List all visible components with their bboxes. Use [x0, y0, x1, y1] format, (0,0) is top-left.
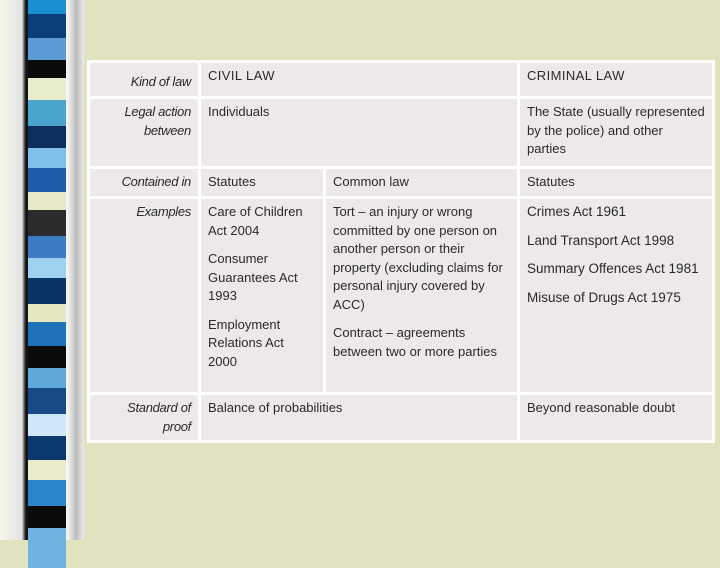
- stripe-segment: [28, 210, 66, 236]
- stripe-segment: [28, 460, 66, 480]
- civil-standard-of-proof-cell: Balance of probabilities: [200, 394, 519, 442]
- criminal-legal-action-cell: The State (usually represented by the police) and other parties: [519, 98, 714, 168]
- row-label-standard-of-proof: Standard of proof: [89, 394, 200, 442]
- example-criminal-act-item: Summary Offences Act 1981: [527, 261, 699, 276]
- example-common-law-item: Tort – an injury or wrong committed by one person on another person or their property (excluding claims for personal injury covered by ACC): [333, 204, 503, 312]
- examples-row: [89, 198, 714, 394]
- civil-common-law-cell: Common law: [325, 168, 519, 198]
- example-criminal-act-item: Misuse of Drugs Act 1975: [527, 289, 681, 305]
- stripe-segment: [28, 100, 66, 126]
- stripe-segment: [28, 258, 66, 278]
- decorative-side-border: [0, 0, 84, 540]
- legal-action-row: [89, 98, 714, 168]
- stripe-segment: [28, 436, 66, 460]
- civil-common-law-examples-cell: [325, 198, 519, 394]
- stripe-segment: [28, 60, 66, 78]
- stripe-segment: [28, 346, 66, 368]
- stripe-segment: [28, 38, 66, 60]
- example-statute-item: Care of Children Act 2004: [208, 204, 303, 238]
- stripe-segment: [28, 322, 66, 346]
- header-row: [89, 62, 714, 98]
- stripe-segment: [28, 278, 66, 304]
- stripe-segment: [28, 148, 66, 168]
- civil-criminal-law-table: [87, 60, 715, 443]
- civil-law-header: CIVIL LAW: [200, 62, 519, 98]
- stripe-segment: [28, 14, 66, 38]
- example-statute-item: Consumer Guarantees Act 1993: [208, 251, 298, 303]
- stripe-segment: [28, 168, 66, 192]
- example-criminal-act-item: Land Transport Act 1998: [527, 232, 675, 248]
- row-label-kind-of-law: Kind of law: [89, 62, 200, 98]
- criminal-standard-of-proof-cell: Beyond reasonable doubt: [519, 394, 714, 442]
- example-statute-item: Employment Relations Act 2000: [208, 316, 284, 369]
- stripe-segment: [28, 192, 66, 210]
- criminal-statutes-cell: Statutes: [519, 168, 714, 198]
- stripe-segment: [28, 480, 66, 506]
- stripe-segment: [28, 506, 66, 528]
- stripe-segment: [28, 126, 66, 148]
- row-label-examples: Examples: [89, 198, 200, 394]
- stripe-strip: [28, 0, 66, 540]
- civil-statute-examples-cell: [200, 198, 325, 394]
- example-common-law-item: Contract – agreements between two or more parties: [333, 325, 498, 359]
- criminal-examples-cell: [519, 198, 714, 394]
- contained-in-row: [89, 168, 714, 198]
- stripe-segment: [28, 0, 66, 14]
- stripe-segment: [28, 236, 66, 258]
- civil-legal-action-cell: Individuals: [200, 98, 519, 168]
- stripe-segment: [28, 414, 66, 436]
- standard-of-proof-row: [89, 394, 714, 442]
- stripe-segment: [28, 368, 66, 388]
- law-comparison-panel: [87, 60, 712, 434]
- stripe-segment: [28, 528, 66, 568]
- civil-statutes-cell: Statutes: [200, 168, 325, 198]
- stripe-segment: [28, 78, 66, 100]
- stripe-segment: [28, 304, 66, 322]
- criminal-law-header: CRIMINAL LAW: [519, 62, 714, 98]
- row-label-contained-in: Contained in: [89, 168, 200, 198]
- example-criminal-act-item: Crimes Act 1961: [527, 204, 627, 219]
- stripe-segment: [28, 388, 66, 414]
- row-label-legal-action: Legal action between: [89, 98, 200, 168]
